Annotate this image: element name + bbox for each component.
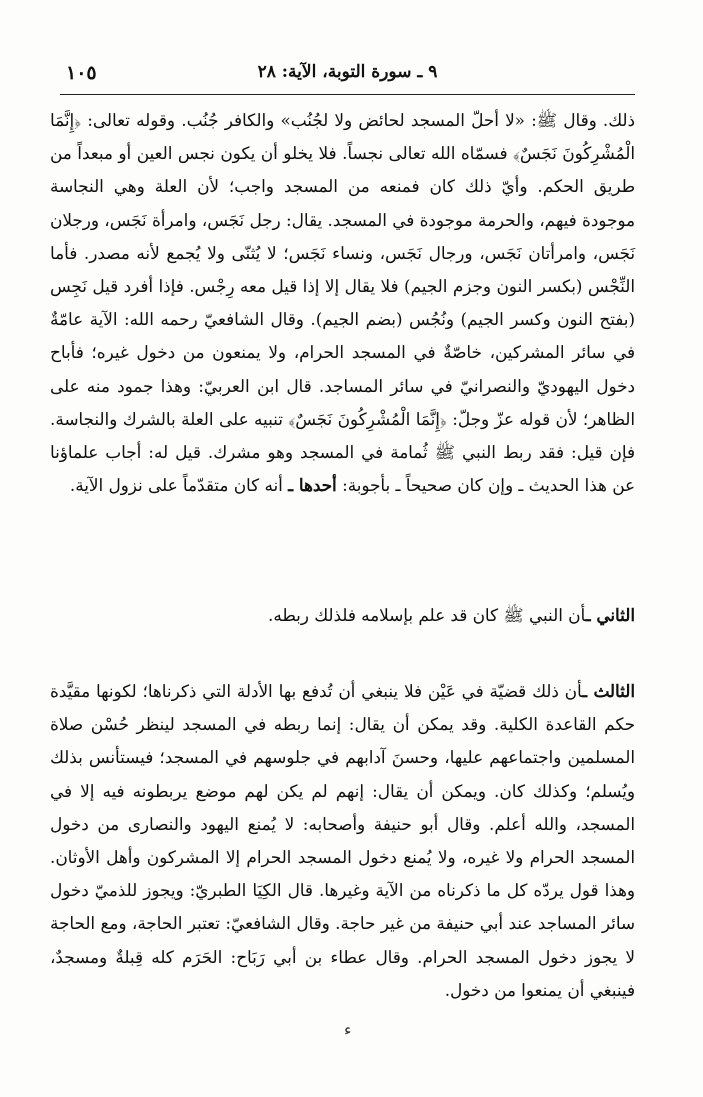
page-number: ١٠٥ [66, 62, 97, 84]
answer-three-label: الثالث ـ [582, 681, 635, 701]
paragraph-first [50, 104, 635, 502]
answer-one-label: أحدها ـ [288, 475, 337, 496]
answer-one-text: أنه كان متقدّماً على نزول الآية. [69, 475, 283, 496]
running-title: ٩ ـ سورة التوبة، الآية: ٢٨ [257, 62, 438, 82]
footer-mark: ء [344, 1020, 352, 1039]
answer-two-label: الثاني ـ [585, 605, 635, 625]
answer-three-text: أن ذلك قضيّة في عَيْن فلا ينبغي أن تُدفع بها الأدلة التي ذكرناها؛ لكونها مقيَّدة حكم القاعدة الكلية. وقد يمكن أن يقال: إنما ربطه في المسجد لينظر حُسْن صلاة المسلمين واجتماعهم عليها، وحسنَ آدابهم في جلوسهم في المسجد؛ فيستأنس بذلك ويُسلم؛ وكذلك كان. ويمكن أن يقال: إنهم لم يكن لهم موضع يربطونه فيه إلا في المسجد، والله أعلم. وقال أبو حنيفة وأصحابه: لا يُمنع اليهود والنصارى من دخول المسجد الحرام ولا غيره، ولا يُمنع دخول المسجد الحرام إلا المشركون وأهل الأوثان. وهذا قول يردّه كل ما ذكرناه من الآية وغيرها. قال الكِيَا الطبريّ: ويجوز للذميّ دخول سائر المساجد عند أبي حنيفة من غير حاجة. وقال الشافعيّ: تعتبر الحاجة، ومع الحاجة لا يجوز دخول المسجد الحرام. وقال عطاء بن أبي رَبَاح: الحَرَم كله قِبلةٌ ومسجدٌ، فينبغي أن يمنعوا من دخول. [50, 681, 635, 1000]
paragraph-third-answer [50, 675, 635, 1007]
paragraph-first-text: ذلك. وقال ﷺ: «لا أحلّ المسجد لحائض ولا لجُنُب» والكافر جُنُب. وقوله تعالى: ﴿إِنَّمَا الْمُشْرِكُونَ نَجَسٌ﴾ فسمّاه الله تعالى نجساً. فلا يخلو أن يكون نجس العين أو مبعداً من طريق الحكم. وأيّ ذلك كان فمنعه من المسجد واجب؛ لأن العلة وهي النجاسة موجودة فيهم، والحرمة موجودة في المسجد. يقال: رجل نَجَس، وامرأة نَجَس، ورجلان نَجَس، وامرأتان نَجَس، ورجال نَجَس، ونساء نَجَس؛ لا يُثنّى ولا يُجمع لأنه مصدر. فأما النِّجْس (بكسر النون وجزم الجيم) فلا يقال إلا إذا قيل معه رِجْس. فإذا أفرد قيل نَجِس (بفتح النون وكسر الجيم) ونُجُس (بضم الجيم). وقال الشافعيّ رحمه الله: الآية عامّةٌ في سائر المشركين، خاصّةٌ في المسجد الحرام، ولا يمنعون من دخول غيره؛ فأباح دخول اليهوديّ والنصرانيّ في سائر المساجد. قال ابن العربيّ: وهذا جمود منه على الظاهر؛ لأن قوله عزّ وجلّ: ﴿إِنَّمَا الْمُشْرِكُونَ نَجَسٌ﴾ تنبيه على العلة بالشرك والنجاسة. فإن قيل: فقد ربط النبي ﷺ ثُمامة في المسجد وهو مشرك. قيل له: أجاب علماؤنا عن هذا الحديث ـ وإن كان صحيحاً ـ بأجوبة: [50, 110, 635, 496]
header-rule [60, 94, 635, 95]
page-header [60, 62, 635, 90]
answer-two-text: أن النبي ﷺ كان قد علم بإسلامه فلذلك ربطه. [268, 605, 586, 625]
paragraph-second-answer [50, 599, 635, 632]
